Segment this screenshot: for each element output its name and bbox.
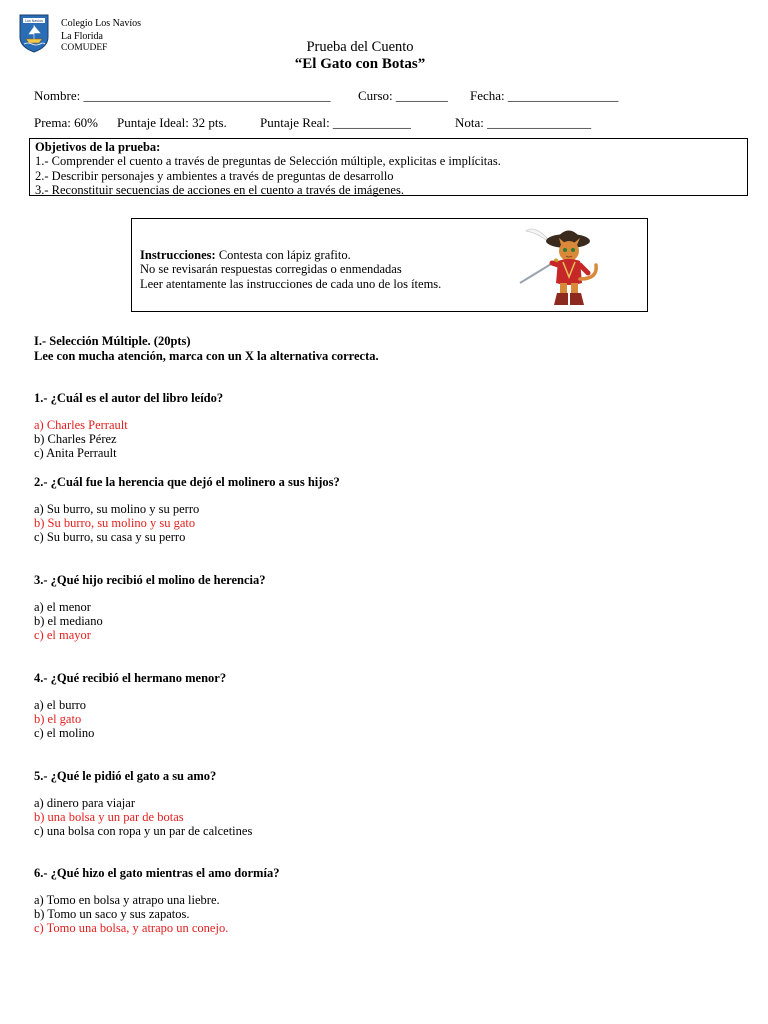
objective-item: 1.- Comprender el cuento a través de preguntas de Selección múltiple, explicitas e implícitas. [35,154,501,169]
section-title: I.- Selección Múltiple. (20pts) [34,334,191,348]
question-text: 4.- ¿Qué recibió el hermano menor? [34,671,227,685]
section-header [34,334,379,363]
test-title-block [240,39,480,73]
nota-field[interactable]: Nota: ________________ [455,115,592,130]
fecha-field[interactable]: Fecha: _________________ [470,88,619,103]
instructions-line: No se revisarán respuestas corregidas o enmendadas [140,262,402,277]
answer-option[interactable]: b) el mediano [34,614,103,628]
question-text: 3.- ¿Qué hijo recibió el molino de herencia? [34,573,266,587]
school-name: Colegio Los Navíos [61,18,141,29]
school-info [61,17,141,43]
question-2 [34,475,340,544]
question-text: 6.- ¿Qué hizo el gato mientras el amo dormía? [34,866,280,880]
objective-item: 3.- Reconstituir secuencias de acciones en el cuento a través de imágenes. [35,182,404,197]
answer-option[interactable]: c) Anita Perrault [34,446,117,460]
answer-option[interactable]: a) dinero para viajar [34,796,135,810]
answer-option-correct[interactable]: c) el mayor [34,628,91,642]
answer-option[interactable]: a) el burro [34,698,87,712]
objectives-box [29,138,748,196]
section-instruction: Lee con mucha atención, marca con un X la alternativa correcta. [34,348,379,363]
answer-option[interactable]: c) el molino [34,726,95,740]
objective-item: 2.- Describir personajes y ambientes a través de preguntas de desarrollo [35,168,394,183]
puntaje-real-field[interactable]: Puntaje Real: ____________ [260,115,411,130]
curso-field[interactable]: Curso: ________ [358,88,448,103]
answer-option[interactable]: b) Charles Pérez [34,432,117,446]
prema-label: Prema: 60% [34,115,98,130]
answer-option[interactable]: a) Tomo en bolsa y atrapo una liebre. [34,893,220,907]
school-logo [18,13,50,53]
instructions-line: Leer atentamente las instrucciones de cada uno de los ítems. [140,276,442,291]
puntaje-ideal-label: Puntaje Ideal: 32 pts. [117,115,227,130]
question-3 [34,573,265,642]
instructions-text [140,248,441,291]
story-title: “El Gato con Botas” [294,56,426,72]
school-location: La Florida [61,31,103,42]
nombre-field[interactable]: Nombre: ______________________________________ [34,88,331,103]
question-5 [34,769,252,838]
puss-in-boots-illustration [516,221,614,309]
question-text: 2.- ¿Cuál fue la herencia que dejó el molinero a sus hijos? [34,475,340,489]
svg-text:Los Navíos: Los Navíos [25,19,43,23]
answer-option-correct[interactable]: b) Su burro, su molino y su gato [34,516,196,530]
test-title: Prueba del Cuento [306,39,414,55]
answer-option-correct[interactable]: c) Tomo una bolsa, y atrapo un conejo. [34,921,229,935]
question-1 [34,391,223,460]
question-text: 1.- ¿Cuál es el autor del libro leído? [34,391,224,405]
instructions-label: Instrucciones: [140,248,216,262]
answer-option[interactable]: a) el menor [34,600,91,614]
answer-option-correct[interactable]: b) el gato [34,712,82,726]
answer-option[interactable]: c) Su burro, su casa y su perro [34,530,186,544]
answer-option[interactable]: c) una bolsa con ropa y un par de calcetines [34,824,253,838]
answer-option[interactable]: a) Su burro, su molino y su perro [34,502,200,516]
answer-option-correct[interactable]: b) una bolsa y un par de botas [34,810,184,824]
answer-option[interactable]: b) Tomo un saco y sus zapatos. [34,907,190,921]
answer-option-correct[interactable]: a) Charles Perrault [34,418,128,432]
question-4 [34,671,226,740]
question-6 [34,866,279,935]
comudef-label: COMUDEF [61,43,108,53]
objectives-heading: Objetivos de la prueba: [35,140,161,154]
instructions-line: Contesta con lápiz grafito. [215,248,351,262]
question-text: 5.- ¿Qué le pidió el gato a su amo? [34,769,217,783]
instructions-box [131,218,648,312]
